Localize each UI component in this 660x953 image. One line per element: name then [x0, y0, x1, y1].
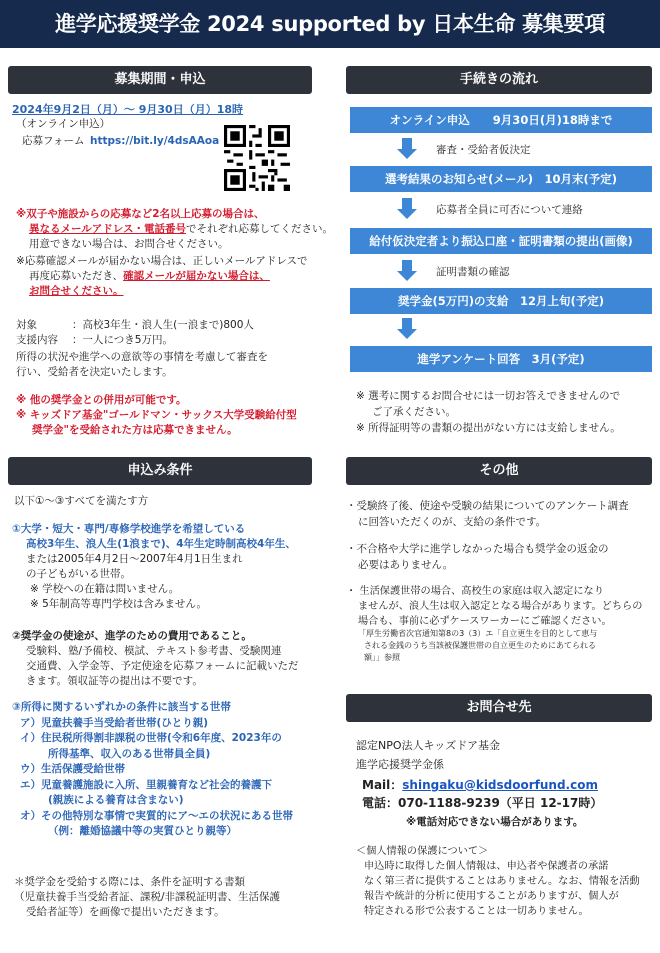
contact-email-link[interactable]: shingaku@kidsdoorfund.com: [402, 778, 598, 792]
qr-code-icon: [224, 125, 290, 191]
conditions-heading: 申込み条件: [8, 457, 312, 485]
flow-note-screening: 審査・受給者仮決定: [436, 144, 531, 156]
other-bullet-survey: ・受験終了後、使途や受験の結果についてのアンケート調査 に回答いただくのが、支給の条件です。: [346, 500, 629, 528]
flow-step-survey: 進学アンケート回答 3月(予定): [350, 346, 652, 372]
other-heading: その他: [346, 457, 652, 485]
flow-note-verify: 証明書類の確認: [436, 266, 510, 278]
conditions-footer: ＊奨学金を受給する際には、条件を証明する書類 （児童扶養手当受給者証、課税/非課税証明書、生活保護 受給者証等）を画像で提出いただきます。: [14, 876, 281, 918]
form-link[interactable]: https://bit.ly/4dsAAoa: [90, 135, 220, 147]
application-method: （オンライン申込）: [16, 118, 111, 130]
arrow-down-icon: [397, 318, 417, 340]
flow-step-result: 選考結果のお知らせ(メール) 10月末(予定): [350, 166, 652, 192]
condition-1: ①大学・短大・専門/専修学校進学を希望している 高校3年生、浪人生(1浪まで)、4年生定時制高校4年生、 または2005年4月2日～2007年4月1日生まれ の子どもがいる世帯。 ※ 学校への在籍は問いません。 ※ 5年制高等専門学校は含みません。: [12, 523, 296, 610]
contact-heading: お問合せ先: [346, 694, 652, 722]
flow-heading: 手続きの流れ: [346, 66, 652, 94]
condition-3: ③所得に関するいずれかの条件に該当する世帯 ア）児童扶養手当受給者世帯(ひとり親) イ）住民税所得割非課税の世帯(令和6年度、2023年の 所得基準、収入のある世帯員全員) ウ）生活保護受給世帯 エ）児童養護施設に入所、里親養育など社会的養護下 (親族による養育は含まない) オ）その他特別な事情で実質的にア～エの状況にある世帯 （例：離婚協議中等の実質ひとり親等）: [12, 701, 293, 837]
flow-step-documents: 給付仮決定者より振込口座・証明書類の提出(画像): [350, 228, 652, 254]
other-quote: 「厚生労働省次官通知第8の3（3）エ「自立更生を目的として恵与 される金銭のうち当該被保護世帯の自立更生のためにあてられる 額」」参照: [358, 629, 598, 662]
period-heading: 募集期間・申込: [8, 66, 312, 94]
other-bullet-refund: ・不合格や大学に進学しなかった場合も奨学金の返金の 必要はありません。: [346, 543, 609, 571]
flow-footnotes: ※ 選考に関するお問合せには一切お答えできませんので ご了承ください。 ※ 所得証明等の書類の提出がない方には支給しません。: [356, 390, 621, 434]
contact-mail-row: Mail：shingaku@kidsdoorfund.com: [362, 778, 598, 792]
contact-tel-note: ※電話対応できない場合があります。: [406, 816, 584, 828]
contact-dept: 進学応援奨学金係: [356, 758, 444, 771]
arrow-down-icon: [397, 260, 417, 282]
period-notes: ※双子や施設からの応募など2名以上応募の場合は、 異なるメールアドレス・電話番号でそれぞれ応募してください。 用意できない場合は、お問合せください。 ※応募確認メールが届かない場合は、正しいメールアドレスで 再度応募いただき、確認メールが届かない場合は、 お問合せください。: [16, 208, 333, 297]
contact-tel: 電話：070-1188-9239（平日 12-17時）: [362, 796, 603, 810]
other-bullet-welfare: ・ 生活保護世帯の場合、高校生の家庭は収入認定になり ませんが、浪人生は収入認定となる場合があります。どちらの 場合も、事前に必ずケースワーカーにご確認ください。: [346, 586, 643, 627]
target-row: 対象 ：高校3年生・浪人生(一浪まで)800人: [16, 319, 254, 331]
red-notes: ※ 他の奨学金との併用が可能です。 ※ キッズドア基金"ゴールドマン・サックス大学受験給付型 奨学金"を受給された方は応募できません。: [16, 394, 297, 436]
form-label: 応募フォーム: [22, 135, 85, 147]
support-row: 支援内容 ：一人につき5万円。: [16, 334, 173, 346]
privacy-notice: ＜個人情報の保護について＞ 申込時に取得した個人情報は、申込者や保護者の承諾 なく第三者に提供することはありません。なお、情報を活動 報告や統計的分析に使用することがありますが、個人が 特定される形で公表することは一切ありません。: [356, 846, 640, 917]
conditions-intro: 以下①～③すべてを満たす方: [14, 495, 149, 507]
contact-org: 認定NPO法人キッズドア基金: [356, 739, 500, 752]
condition-2: ②奨学金の使途が、進学のための費用であること。 受験料、塾/予備校、模試、テキスト参考書、受験関連 交通費、入学金等、予定使途を応募フォームに記載いただ きます。領収証等の提出は不要です。: [12, 630, 299, 687]
selection-text: 所得の状況や進学への意欲等の事情を考慮して審査を 行い、受給者を決定いたします。: [16, 351, 268, 378]
flow-note-notify: 応募者全員に可否について連絡: [436, 204, 583, 216]
arrow-down-icon: [397, 138, 417, 160]
flow-step-payment: 奨学金(5万円)の支給 12月上旬(予定): [350, 288, 652, 314]
page-title: 進学応援奨学金 2024 supported by 日本生命 募集要項: [0, 0, 660, 48]
flow-step-apply: オンライン申込 9月30日(月)18時まで: [350, 107, 652, 133]
arrow-down-icon: [397, 198, 417, 220]
application-dates: 2024年9月2日（月）～ 9月30日（月）18時: [12, 103, 244, 116]
